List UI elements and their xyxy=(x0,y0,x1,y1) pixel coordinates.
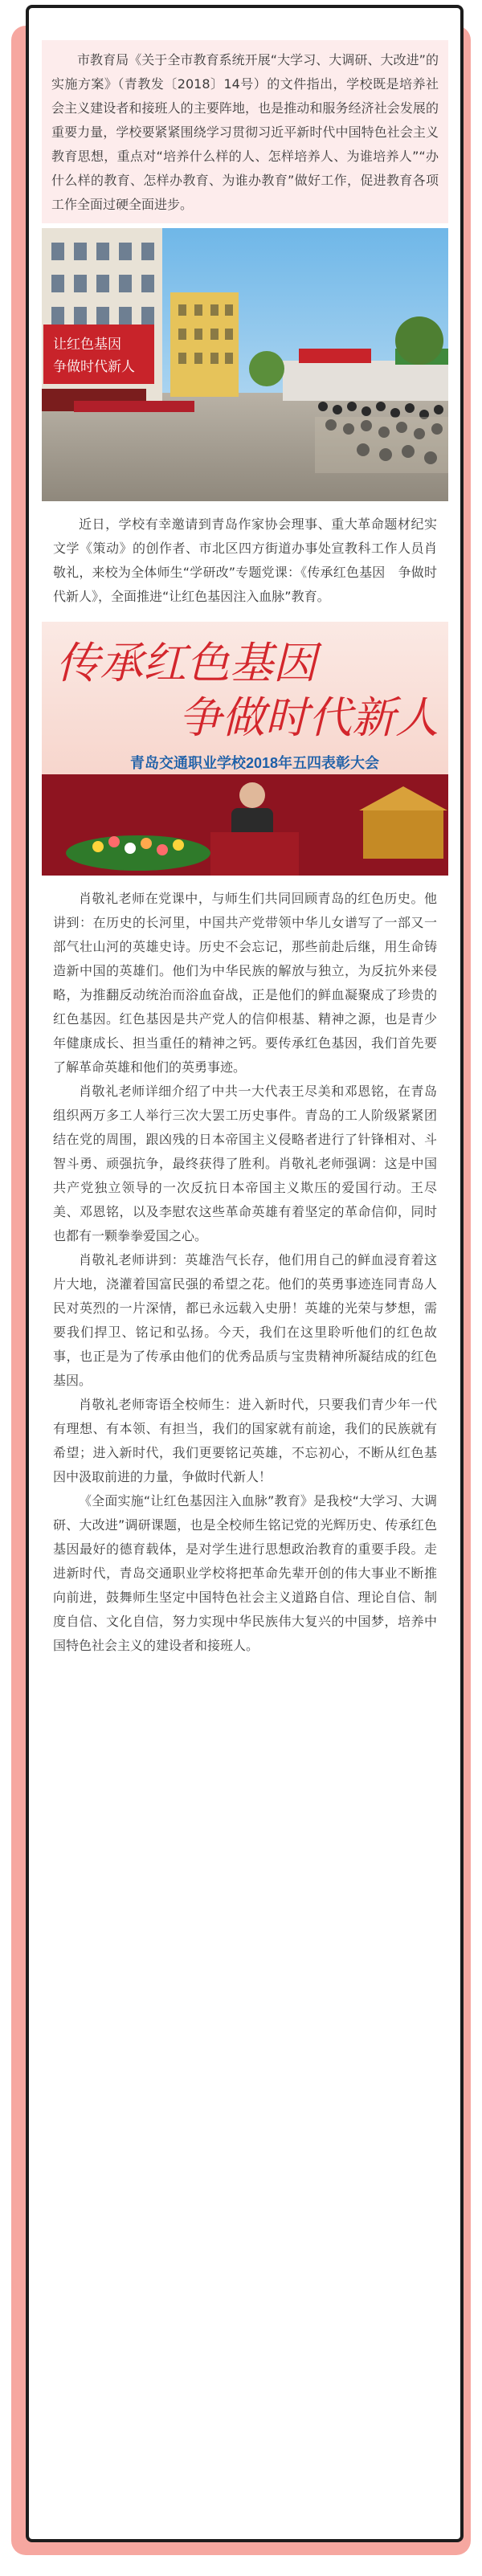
event-banner-text: 青岛交通职业学校2018年五四表彰大会 xyxy=(130,755,380,771)
paragraph-heroes: 肖敬礼老师讲到：英雄浩气长存，他们用自己的鲜血浸育着这片大地，浇灌着国富民强的希望之花。他们的英勇事迹连同青岛人民对英烈的一片深情，都已永远载入史册！英雄的光荣与梦想，需要我们捍卫、铭记和弘扬。今天，我们在这里聆听他们的红色故事，也正是为了传承由他们的优秀品质与宝贵精神所凝结成的红色基因。 xyxy=(53,1252,437,1388)
paragraph-intro: 市教育局《关于全市教育系统开展“大学习、大调研、大改进”的实施方案》（青教发〔2018〕14号）的文件指出，学校既是培养社会主义建设者和接班人的主要阵地，也是推动和服务经济社会发展的重要力量，学校要紧紧围绕学习贯彻习近平新时代中国特色社会主义教育思想，重点对“培养什么样的人、怎样培养人、为谁培养人”“办什么样的教育、怎样办教育、为谁办教育”做好工作，促进教育各项工作全面过硬全面进步。 xyxy=(51,52,439,212)
paragraph-history: 肖敬礼老师在党课中，与师生们共同回顾青岛的红色历史。他讲到：在历史的长河里，中国共产党带领中华儿女谱写了一部又一部气壮山河的英雄史诗。历史不会忘记，那些前赴后继，用生命铸造新中国的英雄们。他们为中华民族的解放与独立，为反抗外来侵略，为推翻反动统治而浴血奋战，正是他们的鲜血凝聚成了珍贵的红色基因。红色基因是共产党人的信仰根基、精神之源，也是青少年健康成长、担当重任的精神之钙。要传承红色基因，我们首先要了解革命英雄和他们的英勇事迹。 xyxy=(53,891,437,1075)
intro-box xyxy=(42,40,448,223)
banner-text-line2: 争做时代新人 xyxy=(53,359,135,374)
paragraph-box-3 xyxy=(42,876,448,1664)
headline-line1: 传承红色基因 xyxy=(56,639,317,688)
stage-photo-svg xyxy=(42,622,448,876)
paragraph-message: 肖敬礼老师寄语全校师生：进入新时代，只要我们青少年一代有理想、有本领、有担当，我们的国家就有前途，我们的民族就有希望；进入新时代，我们更要铭记英雄，不忘初心，不断从红色基因中汲取前进的力量，争做时代新人！ xyxy=(53,1397,437,1484)
campus-photo-svg xyxy=(42,228,448,501)
photo-stage-banner xyxy=(42,622,448,876)
headline-line2: 争做时代新人 xyxy=(178,694,439,742)
banner-text-line1: 让红色基因 xyxy=(53,337,121,352)
paragraph-invitation: 近日，学校有幸邀请到青岛作家协会理事、重大革命题材纪实文学《策动》的创作者、市北区四方街道办事处宣教科工作人员肖敬礼，来校为全体师生“学研改”专题党课：《传承红色基因 争做时代新人》，全面推进“让红色基因注入血脉”教育。 xyxy=(53,516,437,604)
photo-campus-event xyxy=(42,228,448,501)
paragraph-box-2 xyxy=(42,501,448,617)
article-content xyxy=(42,18,448,1664)
paragraph-conclusion: 《全面实施“让红色基因注入血脉”教育》是我校“大学习、大调研、大改进”调研课题，也是全校师生铭记党的光辉历史、传承红色基因最好的德育载体，是对学生进行思想政治教育的重要手段。走进新时代，青岛交通职业学校将把革命先辈开创的伟大事业不断推向前进，鼓舞师生坚定中国特色社会主义道路自信、理论自信、制度自信、文化自信，努力实现中华民族伟大复兴的中国梦，培养中国特色社会主义的建设者和接班人。 xyxy=(53,1493,437,1653)
paragraph-strikes: 肖敬礼老师详细介绍了中共一大代表王尽美和邓恩铭，在青岛组织两万多工人举行三次大罢工历史事件。青岛的工人阶级紧紧团结在党的周围，跟凶残的日本帝国主义侵略者进行了针锋相对、斗智斗勇、顽强抗争，最终获得了胜利。肖敬礼老师强调：这是中国共产党独立领导的一次反抗日本帝国主义欺压的爱国行动。王尽美、邓恩铭，以及李慰农这些革命英雄有着坚定的革命信仰，同时也都有一颗拳拳爱国之心。 xyxy=(53,1084,437,1243)
